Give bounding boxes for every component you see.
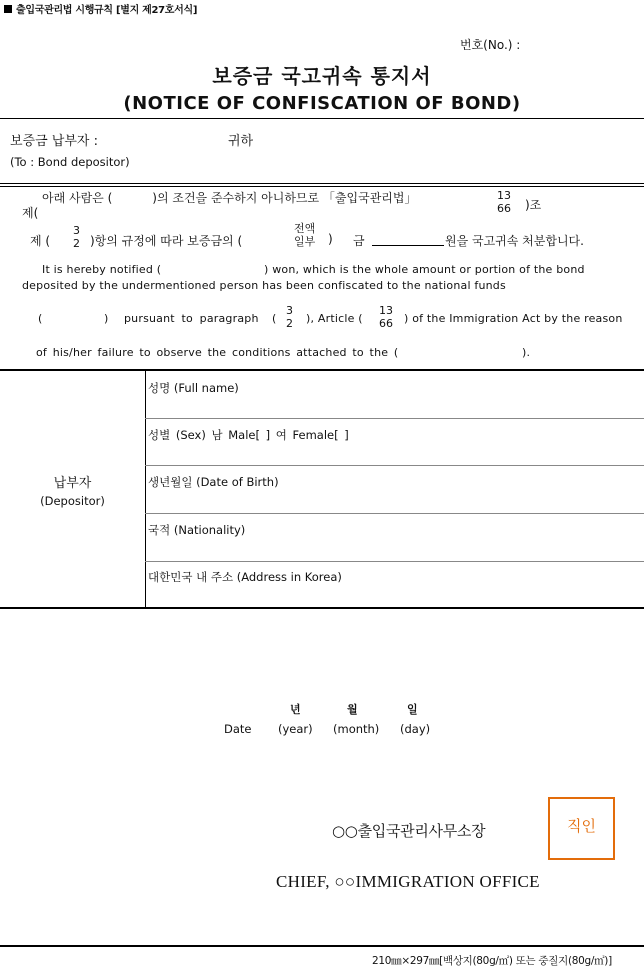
recipient-honorific: 귀하: [228, 134, 254, 149]
body-en-line1b: ) won, which is the whole amount or portion of the bond: [264, 263, 585, 276]
amount-option-fraction: 전액 일부: [294, 222, 316, 248]
field-full-name[interactable]: 성명 (Full name): [148, 381, 239, 395]
form-reference: 출입국관리법 시행규칙 [별지 제27호서식]: [4, 1, 197, 16]
body-en-line3-end: ) of the Immigration Act by the reason: [404, 312, 623, 325]
body-ko-line2-end: 원을 국고귀속 처분합니다.: [445, 234, 584, 248]
date-day-ko: 일: [407, 703, 418, 716]
body-ko-article-end: )조: [525, 198, 542, 212]
body-en-line3-close: ): [104, 312, 109, 325]
date-month-en: (month): [333, 722, 380, 736]
date-year-ko: 년: [290, 703, 301, 716]
document-number-label: 번호(No.) :: [460, 38, 521, 52]
depositor-label-en: (Depositor): [40, 494, 105, 508]
recipient-label-en: (To : Bond depositor): [10, 155, 130, 169]
depositor-label: 납부자: [53, 476, 92, 491]
paragraph-fraction-en: 3 2: [286, 304, 293, 330]
body-en-line4: of his/her failure to observe the conditions attached to the (: [36, 346, 399, 359]
square-bullet-icon: [4, 5, 12, 13]
body-ko-line2-mid: )항의 규정에 따라 보증금의 (: [90, 234, 243, 248]
paper-spec: 210㎜×297㎜[백상지(80g/㎡) 또는 중질지(80g/㎡)]: [372, 955, 612, 967]
table-column-divider: [145, 370, 146, 608]
body-en-line4-end: ).: [522, 346, 531, 359]
body-ko-line1: 아래 사람은 ( )의 조건을 준수하지 아니하므로 「출입국관리법」: [42, 191, 417, 205]
article-fraction-en: 13 66: [379, 304, 393, 330]
divider: [0, 186, 644, 187]
office-chief-korean: ○○출입국관리사무소장: [332, 822, 486, 840]
official-seal: 직인: [548, 797, 615, 860]
title-korean: 보증금 국고귀속 통지서: [212, 64, 432, 88]
table-top-border: [0, 369, 644, 371]
amount-blank[interactable]: [372, 233, 444, 246]
body-en-line2: deposited by the undermentioned person has been confiscated to the national funds: [22, 279, 506, 292]
body-ko-amount-label: 금: [353, 234, 365, 248]
row-divider: [145, 465, 644, 466]
field-address-korea[interactable]: 대한민국 내 주소 (Address in Korea): [148, 570, 342, 584]
body-en-line3-paragraph: pursuant to paragraph: [124, 312, 259, 325]
row-divider: [145, 513, 644, 514]
row-divider: [145, 418, 644, 419]
table-bottom-border: [0, 607, 644, 609]
paragraph-fraction: 3 2: [73, 224, 80, 250]
divider: [0, 183, 644, 184]
date-year-en: (year): [278, 722, 313, 736]
field-date-of-birth[interactable]: 생년월일 (Date of Birth): [148, 475, 279, 489]
footer-divider: [0, 945, 644, 947]
field-nationality[interactable]: 국적 (Nationality): [148, 523, 246, 537]
date-label: Date: [224, 722, 252, 736]
divider: [0, 118, 644, 119]
body-ko-line2-start: 제 (: [30, 234, 51, 248]
date-month-ko: 월: [347, 703, 358, 716]
body-ko-close-paren: ): [328, 232, 333, 246]
date-day-en: (day): [400, 722, 431, 736]
recipient-label: 보증금 납부자 :: [10, 134, 98, 149]
row-divider: [145, 561, 644, 562]
body-en-line3-open: (: [38, 312, 43, 325]
body-en-article: ), Article (: [306, 312, 363, 325]
office-chief-english: CHIEF, ○○IMMIGRATION OFFICE: [276, 872, 540, 891]
title-english: (NOTICE OF CONFISCATION OF BOND): [123, 93, 521, 114]
body-en-line1a: It is hereby notified (: [42, 263, 162, 276]
field-sex[interactable]: 성별 (Sex) 남 Male[ ] 여 Female[ ]: [148, 428, 349, 442]
body-ko-je: 제(: [22, 206, 39, 220]
body-en-paren: (: [272, 312, 277, 325]
article-fraction: 13 66: [497, 189, 511, 215]
